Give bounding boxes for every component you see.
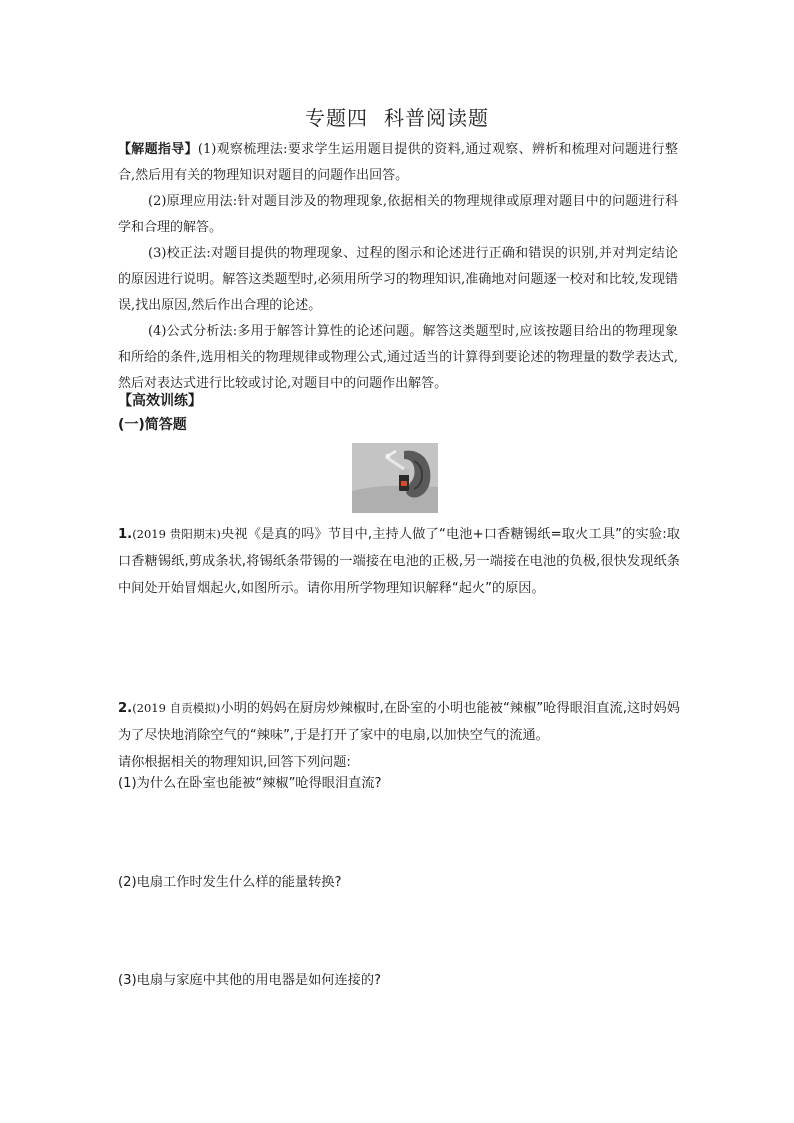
battery-foil-photo: [352, 443, 438, 513]
question-2-prompt: 请你根据相关的物理知识,回答下列问题:: [118, 755, 351, 770]
guide-section: [118, 137, 678, 397]
hand-holding-battery-illustration: [352, 443, 438, 513]
question-2-source: (2019 自贡模拟): [132, 701, 221, 715]
title-subject: 科普阅读题: [384, 106, 489, 130]
training-heading: 【高效训练】: [118, 393, 202, 409]
question-2-number: 2.: [118, 701, 133, 716]
guide-label: 【解题指导】: [118, 142, 198, 157]
question-2-text: 小明的妈妈在厨房炒辣椒时,在卧室的小明也能被“辣椒”呛得眼泪直流,这时妈妈为了尽快地消除空气的“辣味”,于是打开了家中的电扇,以加快空气的流通。: [118, 701, 680, 743]
guide-paragraph-3: (3)校正法:对题目提供的物理现象、过程的图示和论述进行正确和错误的识别,并对判定结论的原因进行说明。解答这类题型时,必须用所学习的物理知识,准确地对问题逐一校对和比较,发现错误,找出原因,然后作出合理的论述。: [118, 246, 678, 313]
short-answer-heading: (一)简答题: [118, 417, 187, 433]
question-2: [118, 695, 680, 776]
question-2-sub-2: (2)电扇工作时发生什么样的能量转换?: [118, 875, 342, 890]
guide-paragraph-4: (4)公式分析法:多用于解答计算性的论述问题。解答这类题型时,应该按题目给出的物理现象和所给的条件,选用相关的物理规律或物理公式,通过适当的计算得到要论述的物理量的数学表达式,然后对表达式进行比较或讨论,对题目中的问题作出解答。: [118, 324, 678, 391]
title-topic: 专题四: [305, 106, 368, 130]
guide-paragraph-2: (2)原理应用法:针对题目涉及的物理现象,依据相关的物理规律或原理对题目中的问题进行科学和合理的解答。: [118, 194, 678, 235]
question-1-number: 1.: [118, 527, 133, 542]
question-2-sub-1: (1)为什么在卧室也能被“辣椒”呛得眼泪直流?: [118, 776, 382, 791]
guide-paragraph-1: 【解题指导】(1)观察梳理法:要求学生运用题目提供的资料,通过观察、辨析和梳理对问题进行整合,然后用有关的物理知识对题目的问题作出回答。: [118, 142, 678, 183]
question-1-source: (2019 贵阳期末): [132, 527, 221, 541]
page-title: [0, 102, 794, 131]
question-2-sub-3: (3)电扇与家庭中其他的用电器是如何连接的?: [118, 973, 382, 988]
question-1: [118, 521, 680, 602]
question-1-text: 央视《是真的吗》节目中,主持人做了“电池+口香糖锡纸=取火工具”的实验:取口香糖锡纸,剪成条状,将锡纸条带锡的一端接在电池的正极,另一端接在电池的负极,很快发现纸条中间处开始冒烟起火,如图所示。请你用所学物理知识解释“起火”的原因。: [118, 527, 680, 596]
